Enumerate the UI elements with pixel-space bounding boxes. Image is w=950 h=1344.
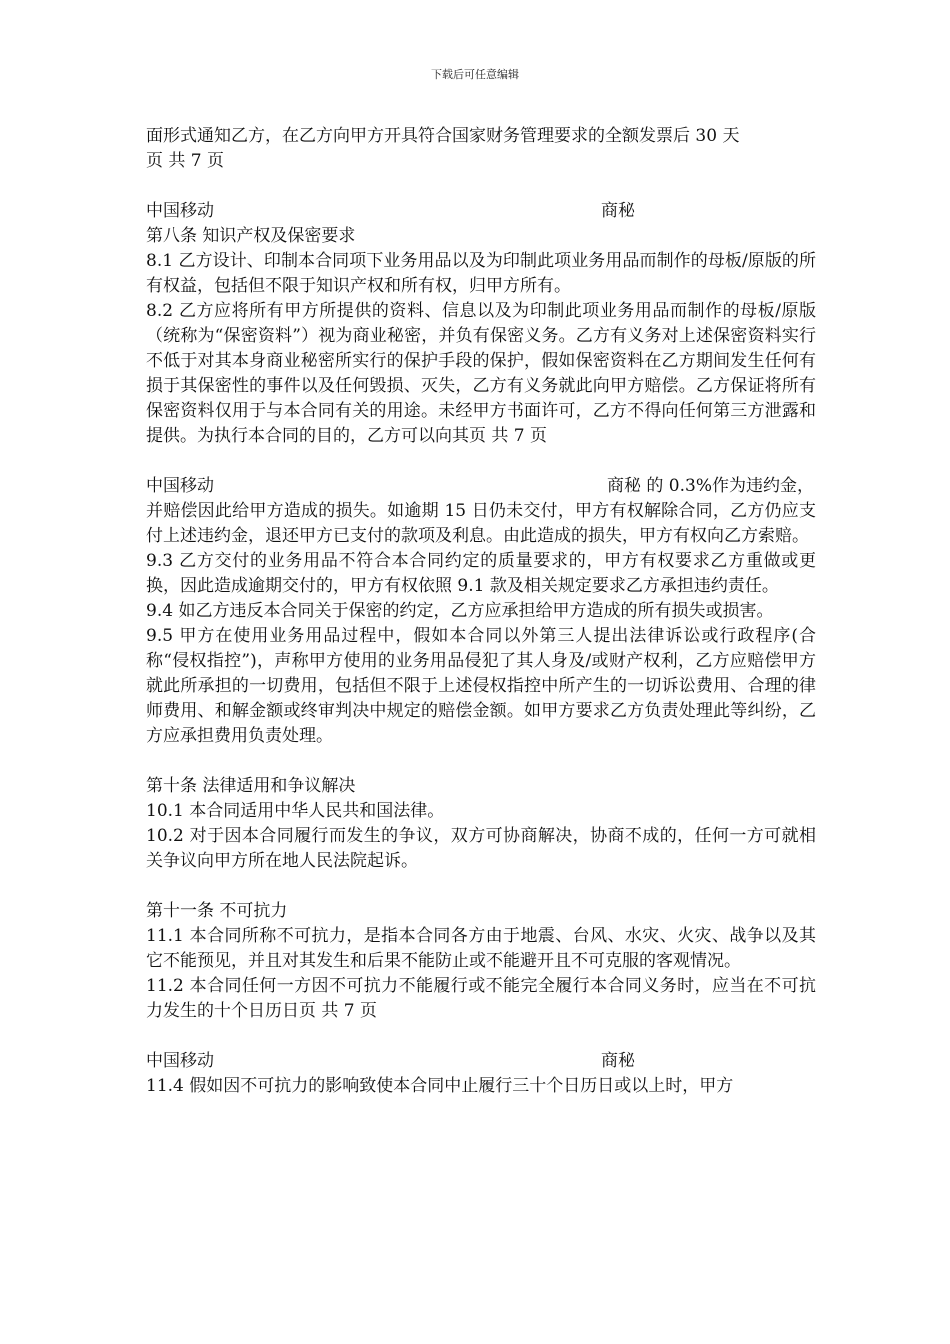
spacer <box>146 1024 816 1049</box>
running-header <box>146 1049 816 1074</box>
clause-10-2: 10.2 对于因本合同履行而发生的争议，双方可协商解决，协商不成的，任何一方可就相关争议向甲方所在地人民法院起诉。 <box>146 826 816 871</box>
clause-9-4: 9.4 如乙方违反本合同关于保密的约定，乙方应承担给甲方造成的所有损失或损害。 <box>146 601 774 621</box>
clause-9-5: 9.5 甲方在使用业务用品过程中，假如本合同以外第三人提出法律诉讼或行政程序(合称“侵权指控”)，声称甲方使用的业务用品侵犯了其人身及/或财产权利，乙方应赔偿甲方就此所承担的一切费用，包括但不限于上述侵权指控中所产生的一切诉讼费用、合理的律师费用、和解金额或终审判决中规定的赔偿金额。如甲方要求乙方负责处理此等纠纷，乙方应承担费用负责处理。 <box>146 626 816 746</box>
clause-11-1: 11.1 本合同所称不可抗力，是指本合同各方由于地震、台风、水灾、火灾、战争以及其它不能预见，并且对其发生和后果不能防止或不能避开且不可克服的客观情况。 <box>146 926 816 971</box>
section-heading: 第十一条 不可抗力 <box>146 901 288 921</box>
running-header-company: 中国移动 <box>146 476 214 496</box>
header-note: 下载后可任意编辑 <box>431 68 519 81</box>
page-footer: 页 共 7 页 <box>146 151 225 171</box>
clause-11-4: 11.4 假如因不可抗力的影响致使本合同中止履行三十个日历日或以上时，甲方 <box>146 1076 734 1096</box>
section-heading: 第八条 知识产权及保密要求 <box>146 226 356 246</box>
running-header-classification: 商秘 <box>601 201 635 221</box>
clause-9-3: 9.3 乙方交付的业务用品不符合本合同约定的质量要求的，甲方有权要求乙方重做或更换，因此造成逾期交付的，甲方有权依照 9.1 款及相关规定要求乙方承担违约责任。 <box>146 551 816 596</box>
paragraph: 面形式通知乙方，在乙方向甲方开具符合国家财务管理要求的全额发票后 30 天 <box>146 126 740 146</box>
section-heading: 第十条 法律适用和争议解决 <box>146 776 356 796</box>
paragraph: 并赔偿因此给甲方造成的损失。如逾期 15 日仍未交付，甲方有权解除合同，乙方仍应支付上述违约金，退还甲方已支付的款项及利息。由此造成的损失，甲方有权向乙方索赔。 <box>146 501 816 546</box>
clause-11-2: 11.2 本合同任何一方因不可抗力不能履行或不能完全履行本合同义务时，应当在不可抗力发生的十个日历日页 共 7 页 <box>146 976 816 1021</box>
running-header-classification: 商秘 <box>601 1051 635 1071</box>
spacer <box>146 749 816 774</box>
spacer <box>146 449 816 474</box>
running-header-company: 中国移动 <box>146 201 214 221</box>
running-header <box>146 199 816 224</box>
spacer <box>146 874 816 899</box>
running-header-classification: 商秘 的 0.3%作为违约金， <box>607 476 814 496</box>
clause-8-2: 8.2 乙方应将所有甲方所提供的资料、信息以及为印制此项业务用品而制作的母板/原版（统称为“保密资料”）视为商业秘密，并负有保密义务。乙方有义务对上述保密资料实行不低于对其本身商业秘密所实行的保护手段的保护，假如保密资料在乙方期间发生任何有损于其保密性的事件以及任何毁损、灭失，乙方有义务就此向甲方赔偿。乙方保证将所有保密资料仅用于与本合同有关的用途。未经甲方书面许可，乙方不得向任何第三方泄露和提供。为执行本合同的目的，乙方可以向其页 共 7 页 <box>146 301 816 446</box>
document-body <box>146 124 816 1099</box>
clause-8-1: 8.1 乙方设计、印制本合同项下业务用品以及为印制此项业务用品而制作的母板/原版的所有权益，包括但不限于知识产权和所有权，归甲方所有。 <box>146 251 816 296</box>
spacer <box>146 174 816 199</box>
running-header <box>146 474 816 499</box>
clause-10-1: 10.1 本合同适用中华人民共和国法律。 <box>146 801 445 821</box>
running-header-company: 中国移动 <box>146 1051 214 1071</box>
